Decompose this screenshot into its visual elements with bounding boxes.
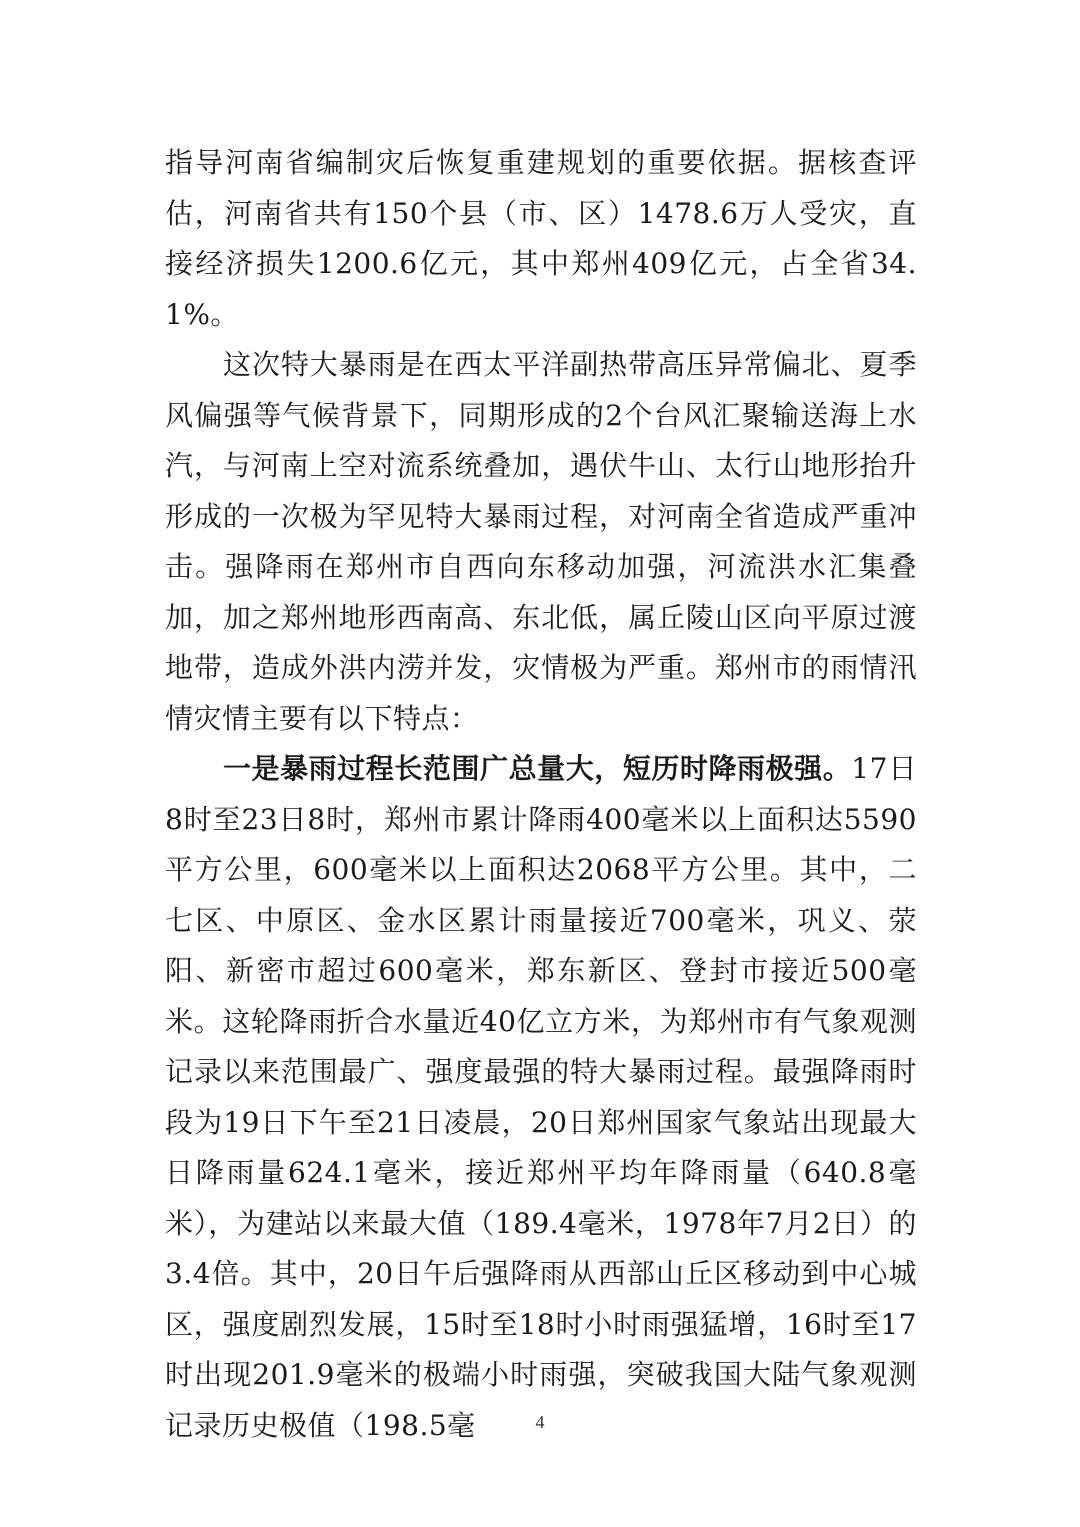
paragraph-rainfall-features [165, 744, 917, 1451]
paragraph-text: 指导河南省编制灾后恢复重建规划的重要依据。据核查评估，河南省共有150个县（市、区）1478.6万人受灾，直接经济损失1200.6亿元，其中郑州409亿元，占全省34.1%。 [165, 146, 917, 331]
page-number: 4 [535, 1412, 545, 1432]
paragraph-loss-summary [165, 138, 917, 340]
paragraph-weather-background [165, 340, 917, 744]
paragraph-text: 17日8时至23日8时，郑州市累计降雨400毫米以上面积达5590平方公里，600毫米以上面积达2068平方公里。其中，二七区、中原区、金水区累计雨量接近700毫米，巩义、荥阳、新密市超过600毫米，郑东新区、登封市接近500毫米。这轮降雨折合水量近40亿立方米，为郑州市有气象观测记录以来范围最广、强度最强的特大暴雨过程。最强降雨时段为19日下午至21日凌晨，20日郑州国家气象站出现最大日降雨量624.1毫米，接近郑州平均年降雨量（640.8毫米），为建站以来最大值（189.4毫米，1978年7月2日）的3.4倍。其中，20日午后强降雨从西部山丘区移动到中心城区，强度剧烈发展，15时至18时小时雨强猛增，16时至17时出现201.9毫米的极端小时雨强，突破我国大陆气象观测记录历史极值（198.5毫 [165, 752, 917, 1442]
paragraph-text: 这次特大暴雨是在西太平洋副热带高压异常偏北、夏季风偏强等气候背景下，同期形成的2个台风汇聚输送海上水汽，与河南上空对流系统叠加，遇伏牛山、太行山地形抬升形成的一次极为罕见特大暴雨过程，对河南全省造成严重冲击。强降雨在郑州市自西向东移动加强，河流洪水汇集叠加，加之郑州地形西南高、东北低，属丘陵山区向平原过渡地带，造成外洪内涝并发，灾情极为严重。郑州市的雨情汛情灾情主要有以下特点： [165, 348, 917, 735]
paragraph-bold-lead: 一是暴雨过程长范围广总量大，短历时降雨极强。 [223, 752, 852, 785]
document-body [165, 138, 917, 1451]
